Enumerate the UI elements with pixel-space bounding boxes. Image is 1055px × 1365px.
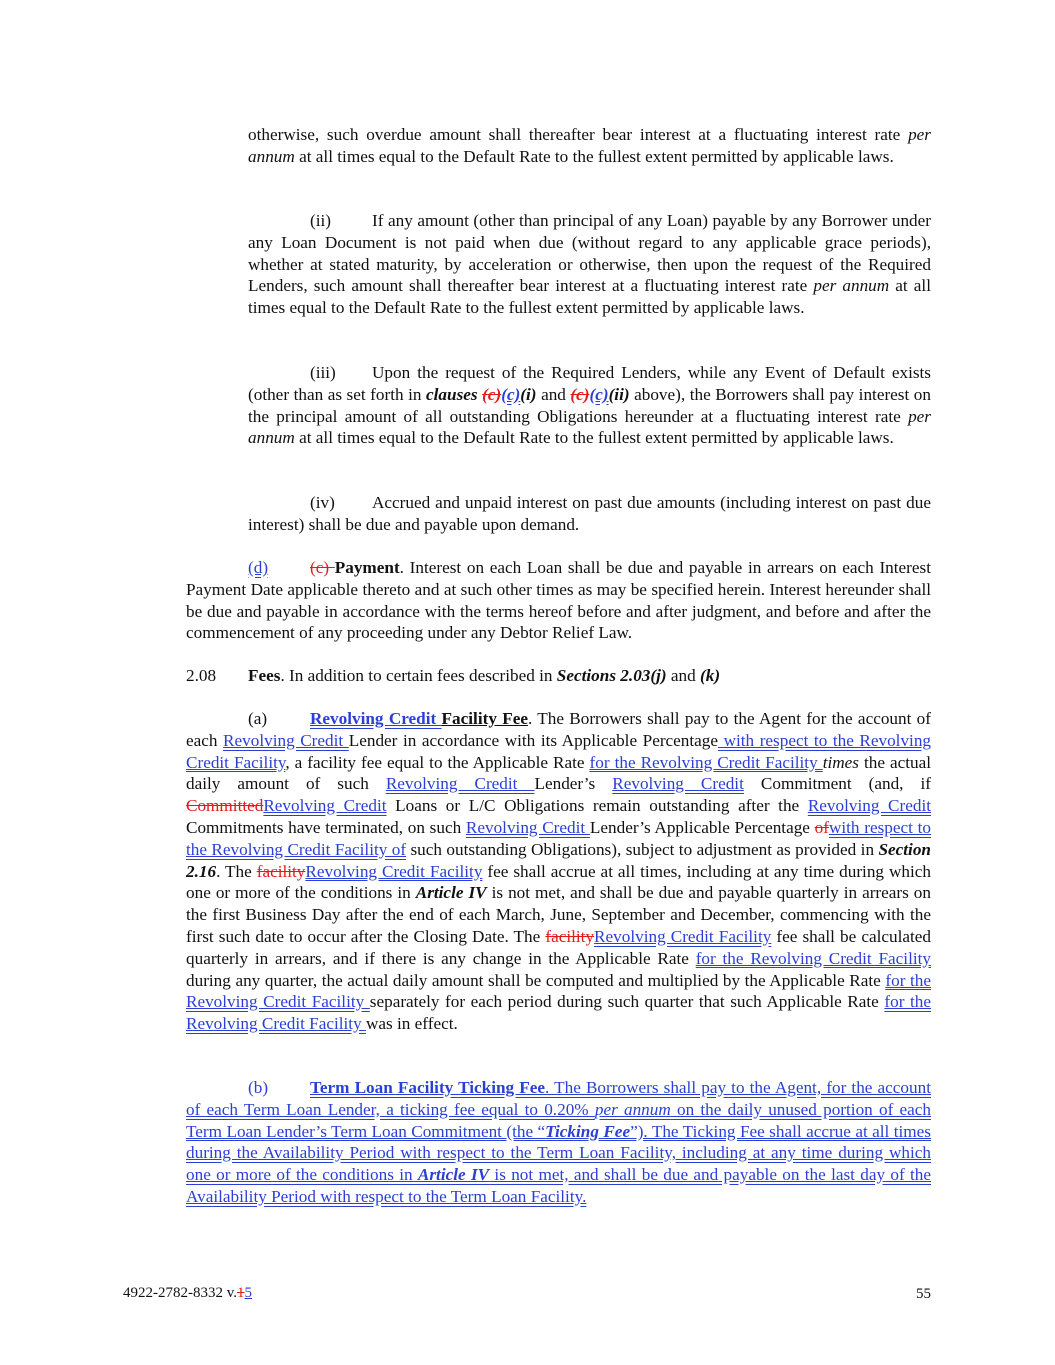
inserted-text: Revolving Credit Facility (594, 926, 772, 946)
deleted-text: (c) (482, 384, 502, 404)
inserted-text: (b) (248, 1078, 269, 1097)
inserted-text: Revolving Credit (465, 817, 590, 837)
inserted-text: for the Revolving Credit Facility (186, 970, 931, 1012)
clause-label: (ii) (310, 211, 331, 230)
text: at all times equal to the Default Rate to the fullest extent permitted by applicable laws. (294, 146, 894, 166)
text: . The Borrowers shall pay to the Agent for the account of each (186, 709, 931, 750)
inserted-text: for the Revolving Credit Facility (695, 948, 931, 968)
text: otherwise, such overdue amount shall thereafter bear interest at a fluctuating interest rate (248, 125, 909, 144)
text: . In addition to certain fees described in (280, 666, 557, 685)
clause-label (248, 557, 310, 579)
text: fee shall be calculated quarterly in arrears, and if there is any change in the Applicable Rate (186, 926, 931, 968)
section-heading: Term Loan Facility Ticking Fee (310, 1078, 546, 1097)
section-reference: Article IV (415, 883, 487, 903)
clause-reference: (ii) (608, 384, 630, 404)
deleted-text: facility (256, 861, 306, 881)
inserted-text: ”). The Ticking Fee shall accrue at all times during the Availability Period with respect to the Term Loan Facility, including at any time during which one or more of the conditions in (186, 1121, 931, 1185)
italic-text: per annum (248, 125, 931, 166)
deleted-text: (c) (310, 558, 335, 577)
text: Accrued and unpaid interest on past due amounts (including interest on past due interest) shall be due and payable upon demand. (248, 493, 931, 534)
paragraph-ticking-fee (186, 1077, 931, 1208)
clause-reference: clauses (426, 384, 483, 404)
paragraph-section-d-payment (186, 557, 931, 644)
section-reference: Section 2.16 (186, 839, 931, 881)
text: Commitments have terminated, on such (186, 817, 466, 837)
paragraph-overdue-continuation (248, 124, 931, 168)
clause-reference: (i) (520, 384, 537, 404)
clause-label (248, 1077, 310, 1099)
italic-text: times (822, 752, 859, 772)
clause-label: (iii) (310, 363, 336, 382)
text: separately for each period during such quarter that such Applicable Rate (369, 992, 885, 1012)
italic-text: per annum (248, 406, 931, 448)
inserted-text: (c) (589, 384, 609, 404)
inserted-text: on the daily unused portion of each Term Loan Lender’s Term Loan Commitment (the “ (186, 1099, 931, 1141)
inserted-text: is not met, and shall be due and payable on the last day of the Availability Period with respect to the Term Loan Facility. (186, 1165, 931, 1206)
paragraph-clause-iv (248, 492, 931, 536)
inserted-text: Revolving Credit (263, 796, 387, 816)
text: and (666, 666, 701, 685)
inserted-text: Revolving Credit (385, 774, 535, 794)
text: Loans or L/C Obligations remain outstanding after the (386, 796, 808, 816)
text: . Interest on each Loan shall be due and payable in arrears on each Interest Payment Date applicable thereto and at such other times as may be specified herein. Interest hereunder shall be due and payable in accordance with the terms hereof before and after judgment, and before and after the commencement of any proceeding under any Debtor Relief Law. (186, 558, 931, 643)
paragraph-clause-iii (248, 362, 931, 449)
clause-label: (a) (248, 709, 268, 728)
inserted-text: Revolving Credit (310, 709, 442, 728)
deleted-text: (c) (570, 384, 590, 404)
text: If any amount (other than principal of any Loan) payable by any Borrower under any Loan Document is not paid when due (without regard to any applicable grace periods), whether at stated maturity, by acceleration or otherwise, then upon the request of the Required Lenders, such amount shall thereafter bear interest at a fluctuating interest rate (248, 211, 931, 296)
text: above), the Borrowers shall pay interest on the principal amount of all outstanding Obligations hereunder at a fluctuating interest rate (248, 384, 931, 426)
text: Commitment (and, if (743, 774, 931, 794)
text: fee shall accrue at all times, including at any time during which one or more of the conditions in (186, 861, 931, 903)
text: , a facility fee equal to the Applicable Rate (285, 752, 590, 772)
section-reference: Sections 2.03(j) (556, 666, 667, 685)
inserted-text: (c) (501, 384, 521, 404)
inserted-text: with respect to the Revolving Credit Facility (186, 730, 932, 772)
inserted-text: 5 (244, 1285, 253, 1301)
section-reference: Article IV (417, 1165, 490, 1185)
document-id: 4922-2782-8332 v. (123, 1285, 238, 1301)
inserted-text: for the Revolving Credit Facility (186, 992, 931, 1034)
paragraph-facility-fee (186, 708, 931, 1035)
document-id-footer (123, 1283, 252, 1305)
text: . The (216, 861, 257, 881)
text: Upon the request of the Required Lenders, while any Event of Default exists (other than as set forth in (248, 363, 931, 404)
page-number: 55 (916, 1286, 931, 1302)
inserted-text: . The Borrowers shall pay to the Agent, for the account of each Term Loan Lender, a ticking fee equal to 0.20% (186, 1078, 931, 1119)
text: such outstanding Obligations), subject to adjustment as provided in (406, 839, 879, 859)
section-heading: Payment (334, 558, 400, 577)
text: and (536, 384, 571, 404)
italic-text: per annum (594, 1099, 671, 1119)
italic-text: per annum (813, 276, 890, 296)
inserted-text: Revolving Credit (612, 774, 744, 794)
text: at all times equal to the Default Rate to the fullest extent permitted by applicable laws. (248, 276, 931, 318)
section-reference: (k) (700, 666, 721, 685)
section-heading: Facility Fee (441, 709, 528, 728)
deleted-text: Committed (186, 796, 264, 816)
section-2-08-heading (186, 665, 931, 687)
text: Lender in accordance with its Applicable Percentage (348, 730, 719, 750)
inserted-text: Revolving Credit (223, 730, 349, 750)
inserted-text: Revolving Credit (807, 796, 932, 816)
section-number: 2.08 (186, 666, 217, 685)
inserted-text: for the Revolving Credit Facility (589, 752, 823, 772)
inserted-text: Revolving Credit Facility (305, 861, 483, 881)
deleted-text: facility (545, 926, 595, 946)
text: during any quarter, the actual daily amount shall be computed and multiplied by the Applicable Rate (186, 970, 886, 990)
deleted-text: of (814, 817, 829, 837)
text: is not met, and shall be due and payable quarterly in arrears on the first Business Day after the end of each March, June, September and December, commencing with the first such date to occur after the Closing Date. The (186, 883, 931, 946)
text: was in effect. (365, 1014, 458, 1034)
defined-term: Ticking Fee (545, 1121, 631, 1141)
clause-label: (iv) (310, 493, 335, 512)
inserted-text: with respect to the Revolving Credit Facility of (186, 817, 931, 859)
section-heading: Fees (248, 666, 281, 685)
inserted-text: (d) (248, 558, 269, 577)
text: Lender’s (534, 774, 613, 794)
text: Lender’s Applicable Percentage (589, 817, 815, 837)
text: the actual daily amount of such (186, 752, 932, 794)
text: at all times equal to the Default Rate to the fullest extent permitted by applicable laws. (294, 428, 894, 448)
paragraph-clause-ii (248, 210, 931, 319)
deleted-text: 1 (237, 1285, 245, 1301)
